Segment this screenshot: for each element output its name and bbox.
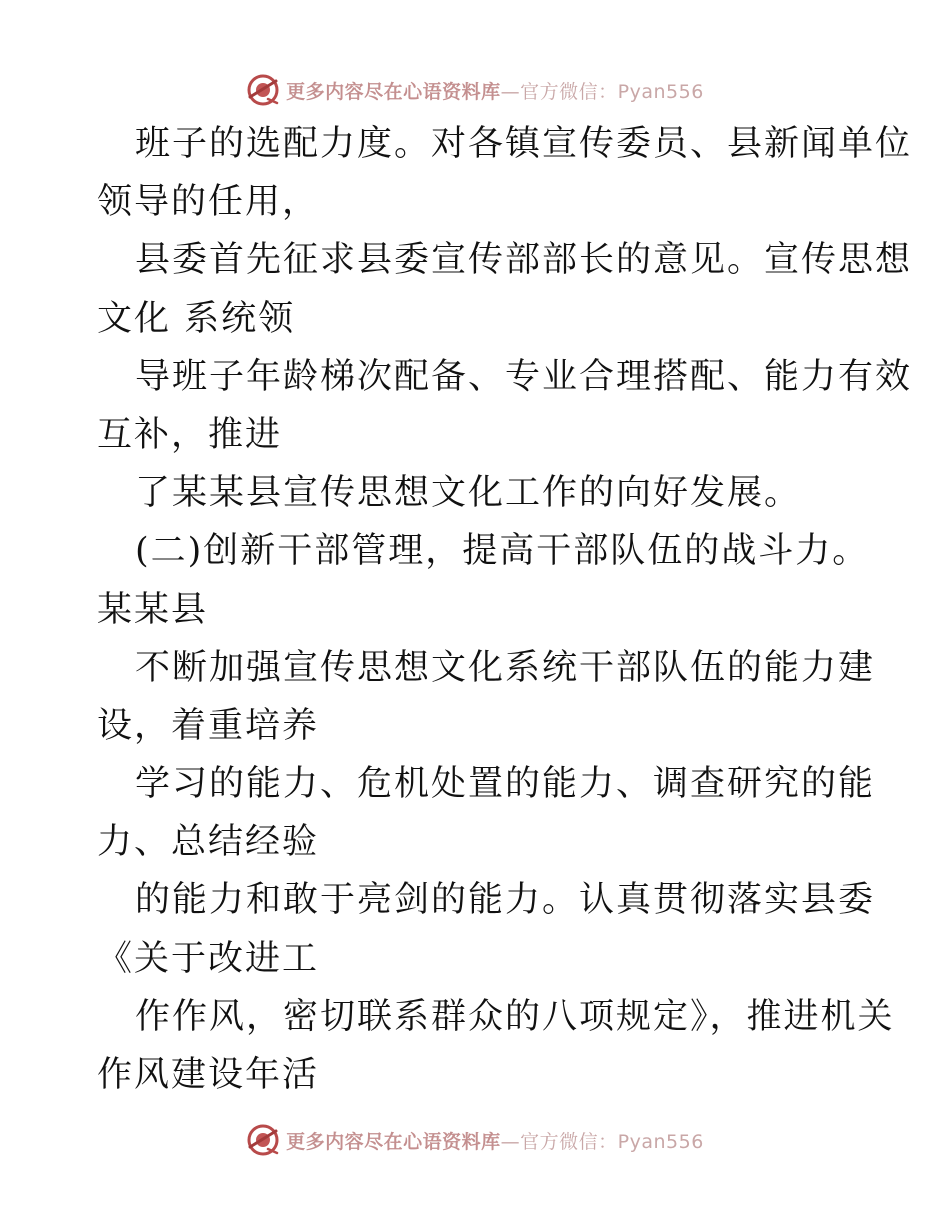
document-body — [0, 115, 950, 1104]
header-text-dash: — — [500, 80, 521, 103]
text-line: 不断加强宣传思想文化系统干部队伍的能力建 — [135, 647, 876, 688]
header-text — [286, 77, 704, 104]
text-line: 作风建设年活 — [97, 1055, 320, 1095]
text-line: 的能力和敢于亮剑的能力。认真贯彻落实县委 — [135, 880, 876, 921]
footer-text — [286, 1127, 704, 1154]
footer-text-main: 更多内容尽在心语资料库 — [286, 1130, 501, 1153]
text-line: 学习的能力、危机处置的能力、调查研究的能 — [135, 764, 876, 805]
text-line: 《关于改进工 — [97, 938, 320, 979]
text-line: 互补，推进 — [97, 414, 283, 455]
text-line: (二)创新干部管理，提高干部队伍的战斗力。 — [135, 531, 870, 572]
text-line: 班子的选配力度。对各镇宣传委员、县新闻单位 — [135, 124, 913, 164]
logo-icon — [246, 73, 280, 107]
text-line: 设，着重培养 — [97, 705, 320, 746]
text-line: 领导的任用， — [97, 182, 320, 223]
text-line: 导班子年龄梯次配备、专业合理搭配、能力有效 — [135, 356, 913, 397]
text-line: 了某某县宣传思想文化工作的向好发展。 — [135, 473, 802, 514]
text-line: 县委首先征求县委宣传部部长的意见。宣传思想 — [135, 240, 913, 281]
footer-text-dash: — — [500, 1130, 521, 1153]
text-line: 作作风，密切联系群众的八项规定》，推进机关 — [135, 996, 895, 1037]
header-text-main: 更多内容尽在心语资料库 — [286, 80, 501, 103]
header-text-tail: 官方微信：Pyan556 — [520, 80, 704, 103]
footer-banner — [0, 1120, 950, 1160]
header-banner — [0, 70, 950, 110]
footer-text-tail: 官方微信：Pyan556 — [520, 1130, 704, 1153]
text-line: 文化 系统领 — [97, 298, 296, 339]
text-line: 力、总结经验 — [97, 822, 320, 863]
text-line: 某某县 — [97, 589, 209, 630]
logo-icon — [246, 1123, 280, 1157]
